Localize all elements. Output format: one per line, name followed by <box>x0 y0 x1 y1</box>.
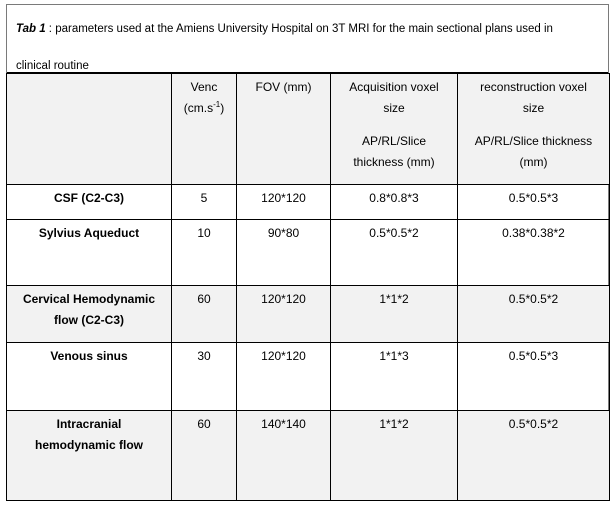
acq-line-4: thickness (mm) <box>353 155 435 169</box>
table-row <box>7 343 610 411</box>
row-label-line-1: CSF (C2-C3) <box>53 191 124 205</box>
cell-fov: 120*120 <box>237 286 331 343</box>
row-label-line-1: Venous sinus <box>50 349 128 363</box>
row-label-line-2: flow (C2-C3) <box>54 313 124 327</box>
cell-rec: 0.38*0.38*2 <box>458 220 610 286</box>
rec-line-1: reconstruction voxel <box>480 80 587 94</box>
acq-line-1: Acquisition voxel <box>349 80 439 94</box>
rec-line-4: (mm) <box>519 155 548 169</box>
cell-rec: 0.5*0.5*2 <box>458 411 610 501</box>
venc-unit-sup: -1 <box>213 100 221 109</box>
header-empty-cell <box>7 74 172 185</box>
header-row <box>7 74 610 185</box>
cell-acq: 1*1*3 <box>331 343 458 411</box>
cell-acq: 0.8*0.8*3 <box>331 185 458 220</box>
table-row <box>7 185 610 220</box>
cell-fov: 120*120 <box>237 343 331 411</box>
table-row <box>7 286 610 343</box>
row-label <box>7 220 172 286</box>
caption-tab-label: Tab 1 <box>16 23 46 35</box>
cell-venc: 30 <box>172 343 237 411</box>
header-reconstruction <box>458 74 610 185</box>
row-label-line-1: Cervical Hemodynamic <box>22 292 156 306</box>
parameters-table <box>6 73 610 501</box>
cell-acq: 1*1*2 <box>331 411 458 501</box>
table-row <box>7 220 610 286</box>
caption-line-1 <box>16 23 553 35</box>
header-acquisition <box>331 74 458 185</box>
cell-rec: 0.5*0.5*3 <box>458 343 610 411</box>
cell-fov: 120*120 <box>237 185 331 220</box>
cell-rec: 0.5*0.5*3 <box>458 185 610 220</box>
header-venc <box>172 74 237 185</box>
header-fov: FOV (mm) <box>237 74 331 185</box>
cell-rec: 0.5*0.5*2 <box>458 286 610 343</box>
row-label <box>7 286 172 343</box>
caption-text-1: : parameters used at the Amiens University Hospital on 3T MRI for the main sectional plans used in <box>45 23 553 35</box>
cell-venc: 60 <box>172 286 237 343</box>
table-row <box>7 411 610 501</box>
cell-acq: 1*1*2 <box>331 286 458 343</box>
venc-label: Venc <box>190 80 218 94</box>
venc-unit-close: ) <box>220 101 225 115</box>
cell-venc: 60 <box>172 411 237 501</box>
acq-line-3: AP/RL/Slice <box>361 134 427 148</box>
venc-unit-text: (cm.s <box>183 101 214 115</box>
row-label-line-2: hemodynamic flow <box>34 438 144 452</box>
cell-fov: 140*140 <box>237 411 331 501</box>
rec-line-2: size <box>522 101 545 115</box>
row-label <box>7 411 172 501</box>
cell-venc: 10 <box>172 220 237 286</box>
row-label-line-1: Sylvius Aqueduct <box>38 226 140 240</box>
venc-unit <box>172 98 236 119</box>
row-label <box>7 185 172 220</box>
cell-acq: 0.5*0.5*2 <box>331 220 458 286</box>
row-label <box>7 343 172 411</box>
caption-line-2: clinical routine <box>16 60 89 72</box>
rec-line-3: AP/RL/Slice thickness <box>474 134 593 148</box>
cell-venc: 5 <box>172 185 237 220</box>
acq-line-2: size <box>383 101 405 115</box>
table-caption <box>7 5 608 73</box>
cell-fov: 90*80 <box>237 220 331 286</box>
row-label-line-1: Intracranial <box>56 417 122 431</box>
